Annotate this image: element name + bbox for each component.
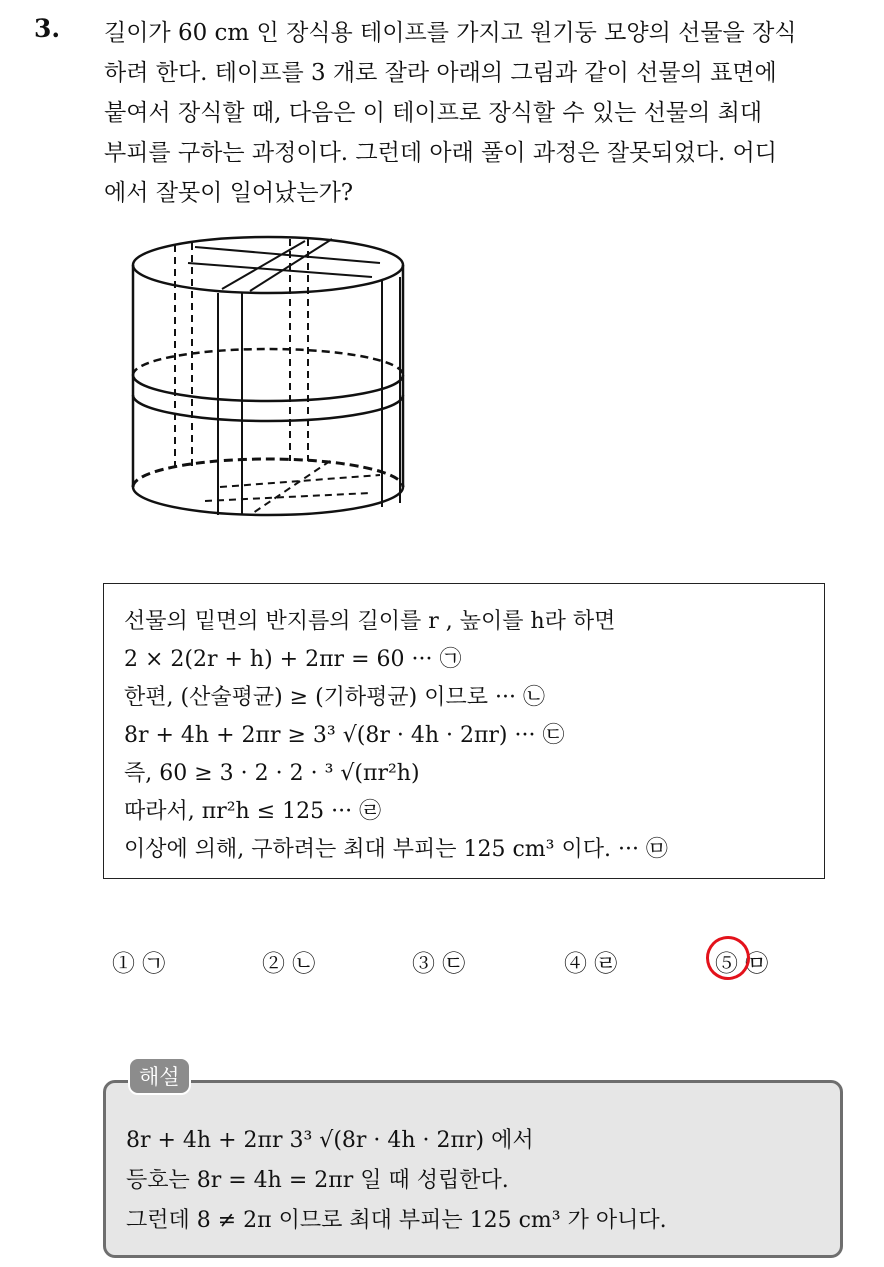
box-line: 따라서, πr²h ≤ 125 ··· ㉣ xyxy=(124,799,382,824)
explanation-line: 그런데 8 ≠ 2π 이므로 최대 부피는 125 cm³ 가 아니다. xyxy=(126,1208,667,1233)
top-tape-band xyxy=(188,263,372,277)
box-line: 즉, 60 ≥ 3 · 2 · 2 · ³ √(πr²h) xyxy=(124,761,420,786)
cylinder-top-ellipse xyxy=(133,237,403,293)
box-line: 2 × 2(2r + h) + 2πr = 60 ··· ㉠ xyxy=(124,647,462,672)
choice-5[interactable]: ⑤ ㉤ xyxy=(715,951,769,977)
question-line: 붙여서 장식할 때, 다음은 이 테이프로 장식할 수 있는 선물의 최대 xyxy=(104,100,763,126)
choice-3[interactable]: ③ ㉢ xyxy=(412,951,466,977)
choice-1[interactable]: ① ㉠ xyxy=(112,951,166,977)
question-line: 길이가 60 cm 인 장식용 테이프를 가지고 원기둥 모양의 선물을 장식 xyxy=(104,20,797,46)
cylinder-bottom-front xyxy=(133,487,403,515)
box-line: 이상에 의해, 구하려는 최대 부피는 125 cm³ 이다. ··· ㉤ xyxy=(124,837,668,862)
question-number: 3. xyxy=(34,14,61,43)
box-line: 한편, (산술평균) ≥ (기하평균) 이므로 ··· ㉡ xyxy=(124,685,545,710)
question-line: 부피를 구하는 과정이다. 그런데 아래 풀이 과정은 잘못되었다. 어디 xyxy=(104,140,777,166)
explanation-line: 8r + 4h + 2πr 3³ √(8r · 4h · 2πr) 에서 xyxy=(126,1128,534,1153)
question-line: 하려 한다. 테이프를 3 개로 잘라 아래의 그림과 같이 선물의 표면에 xyxy=(104,60,777,86)
solution-process-box xyxy=(103,583,825,879)
explanation-tag: 해설 xyxy=(128,1057,191,1095)
choice-2[interactable]: ② ㉡ xyxy=(262,951,316,977)
box-line: 8r + 4h + 2πr ≥ 3³ √(8r · 4h · 2πr) ··· ㉢ xyxy=(124,723,565,748)
question-line: 에서 잘못이 일어났는가? xyxy=(104,180,354,206)
explanation-box xyxy=(103,1080,843,1258)
box-line: 선물의 밑면의 반지름의 길이를 r , 높이를 h라 하면 xyxy=(124,609,616,634)
explanation-line: 등호는 8r = 4h = 2πr 일 때 성립한다. xyxy=(126,1168,509,1193)
cylinder-figure xyxy=(110,225,430,565)
choice-4[interactable]: ④ ㉣ xyxy=(564,951,618,977)
top-tape-band xyxy=(195,247,380,263)
